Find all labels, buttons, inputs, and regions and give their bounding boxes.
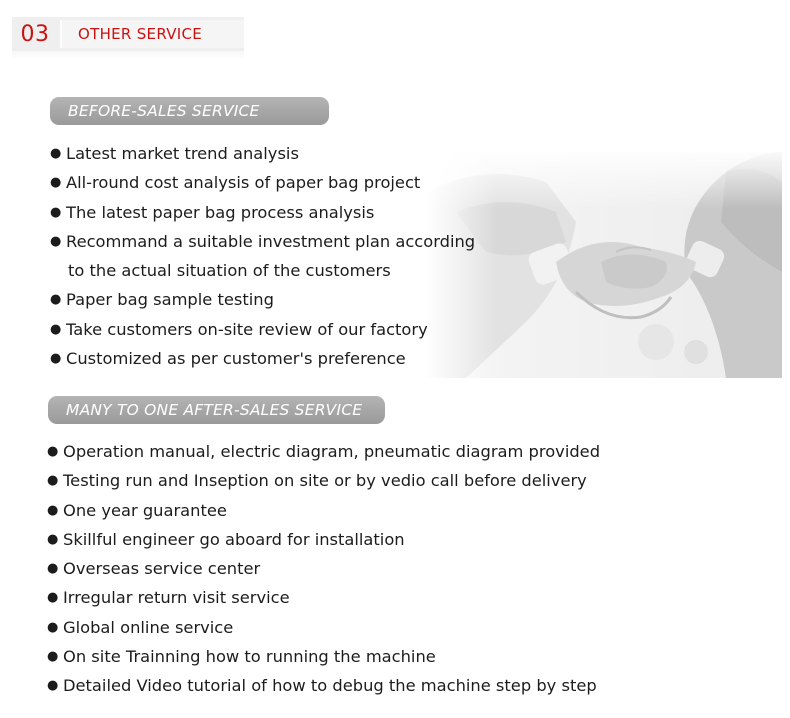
list-item-text: Customized as per customer's preference <box>66 349 406 369</box>
list-item <box>47 525 600 554</box>
after-sales-list <box>47 437 600 701</box>
bullet-icon: ● <box>47 444 59 459</box>
section-title: OTHER SERVICE <box>78 25 203 43</box>
section-title-box <box>60 20 244 48</box>
list-item-text: Irregular return visit service <box>63 588 290 608</box>
list-item <box>47 613 600 642</box>
list-item-text: Overseas service center <box>63 559 261 579</box>
list-item <box>47 671 600 700</box>
bullet-icon: ● <box>47 590 59 606</box>
handshake-image <box>426 152 782 378</box>
list-item-text: Recommand a suitable investment plan according <box>66 231 476 251</box>
bullet-icon: ● <box>47 473 59 489</box>
before-sales-list <box>50 139 475 373</box>
list-item <box>50 139 475 168</box>
list-item <box>47 583 600 612</box>
bullet-icon: ● <box>50 351 62 367</box>
list-item <box>47 496 600 525</box>
bullet-icon: ● <box>50 146 62 161</box>
after-sales-heading <box>48 396 385 424</box>
list-item-text: Detailed Video tutorial of how to debug the machine step by step <box>63 676 597 696</box>
list-item-text: Global online service <box>63 617 234 637</box>
list-item <box>50 168 475 197</box>
bullet-icon: ● <box>50 204 62 220</box>
list-item-text: Take customers on-site review of our factory <box>66 319 428 339</box>
bullet-icon: ● <box>47 531 59 547</box>
section-number: 03 <box>20 21 50 47</box>
list-item-text: The latest paper bag process analysis <box>66 202 375 222</box>
header-shadow <box>12 51 244 59</box>
bullet-icon: ● <box>47 649 59 665</box>
bullet-icon: ● <box>47 619 59 635</box>
list-item-text: All-round cost analysis of paper bag project <box>66 173 421 193</box>
list-item-text: Paper bag sample testing <box>66 290 274 310</box>
list-item <box>50 315 475 344</box>
list-item <box>50 227 475 286</box>
list-item <box>47 466 600 495</box>
before-sales-heading <box>50 97 329 125</box>
list-item-continuation: to the actual situation of the customers <box>68 261 391 281</box>
list-item-text: Latest market trend analysis <box>66 144 299 163</box>
list-item-text: Operation manual, electric diagram, pneumatic diagram provided <box>63 442 601 461</box>
bullet-icon: ● <box>50 321 62 337</box>
list-item <box>50 344 475 373</box>
bullet-icon: ● <box>47 561 59 577</box>
bullet-icon: ● <box>47 502 59 518</box>
list-item <box>47 642 600 671</box>
bullet-icon: ● <box>50 175 62 191</box>
list-item-text: Testing run and Inseption on site or by vedio call before delivery <box>63 471 587 491</box>
section-header <box>12 17 244 51</box>
list-item-text: Skillful engineer go aboard for installation <box>63 529 405 549</box>
list-item-text: One year guarantee <box>63 500 227 520</box>
bullet-icon: ● <box>50 233 62 249</box>
list-item-text: On site Trainning how to running the machine <box>63 647 436 667</box>
list-item <box>50 198 475 227</box>
list-item <box>47 554 600 583</box>
bullet-icon: ● <box>50 292 62 308</box>
bullet-icon: ● <box>47 678 59 694</box>
list-item <box>47 437 600 466</box>
list-item <box>50 285 475 314</box>
before-sales-title: BEFORE-SALES SERVICE <box>68 102 260 120</box>
after-sales-title: MANY TO ONE AFTER-SALES SERVICE <box>66 401 363 419</box>
